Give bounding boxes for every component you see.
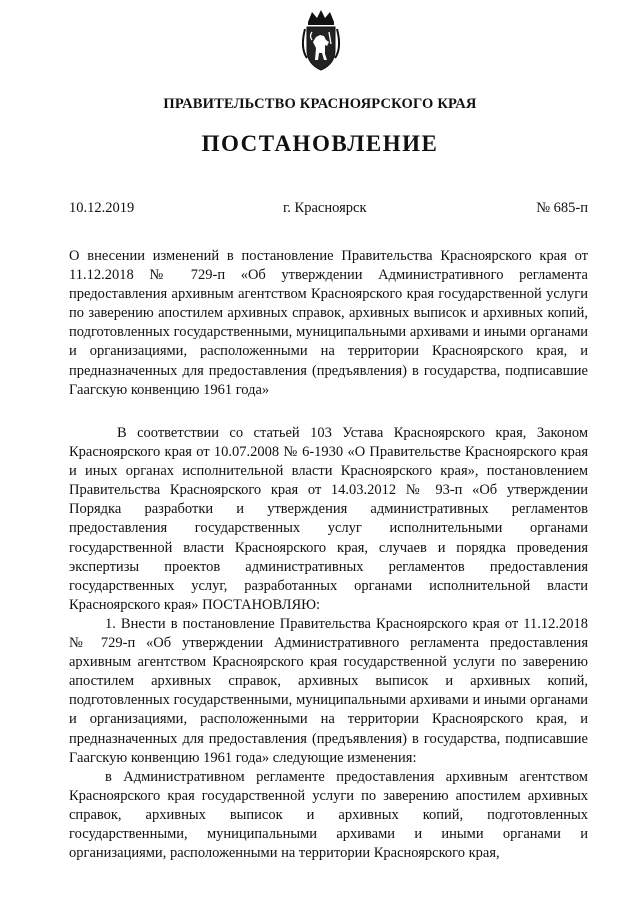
document-type: ПОСТАНОВЛЕНИЕ <box>201 131 439 156</box>
clause-1-paragraph: 1. Внести в постановление Правительства Красноярского края от 11.12.2018 № 729-п «Об утверждении Административного регламента предоставления архивным агентством Красноярского края государственной услуги по заверению апостилем архивных справок, архивных выписок и архивных копий, подготовленных государственными, муниципальными архивами и иными органами и организациями, расположенными на территории Красноярского края, и предназначенных для предоставления (предъявления) в государства, подписавшие Гаагскую конвенцию 1961 года» следующие изменения: <box>69 615 588 766</box>
document-body <box>69 424 588 863</box>
document-number: № 685-п <box>536 200 588 216</box>
document-title-block <box>69 247 588 400</box>
document-date: 10.12.2019 <box>69 200 135 216</box>
amendment-paragraph: в Административном регламенте предоставления архивным агентством Красноярского края государственной услуги по заверению апостилем архивных справок, архивных выписок и архивных копий, подготовленных государственными, муниципальными архивами и иными органами и организациями, расположенными на территории Красноярского края, <box>69 768 588 862</box>
preamble-paragraph: В соответствии со статьей 103 Устава Красноярского края, Законом Красноярского края от 10.07.2008 № 6-1930 «О Правительстве Красноярского края и иных органах исполнительной власти Красноярского края», постановлением Правительства Красноярского края от 14.03.2012 № 93-п «Об утверждении Порядка разработки и утверждения административных регламентов предоставления государственных услуг исполнительными органами государственной власти Красноярского края, случаев и порядка проведения экспертизы проектов административных регламентов предоставления государственных услуг, разработанных органами исполнительной власти Красноярского края» ПОСТАНОВЛЯЮ: <box>69 425 588 613</box>
coat-of-arms-icon <box>296 8 346 74</box>
organization-name: ПРАВИТЕЛЬСТВО КРАСНОЯРСКОГО КРАЯ <box>163 96 477 112</box>
document-title: О внесении изменений в постановление Правительства Красноярского края от 11.12.2018 № 729-п «Об утверждении Административного регламента предоставления архивным агентством Красноярского края государственной услуги по заверению апостилем архивных справок, архивных выписок и архивных копий, подготовленных государственными, муниципальными архивами и иными органами и организациями, расположенными на территории Красноярского края, и предназначенных для предоставления (предъявления) в государства, подписавшие Гаагскую конвенцию 1961 года» <box>69 248 588 398</box>
document-city: г. Красноярск <box>283 200 367 216</box>
